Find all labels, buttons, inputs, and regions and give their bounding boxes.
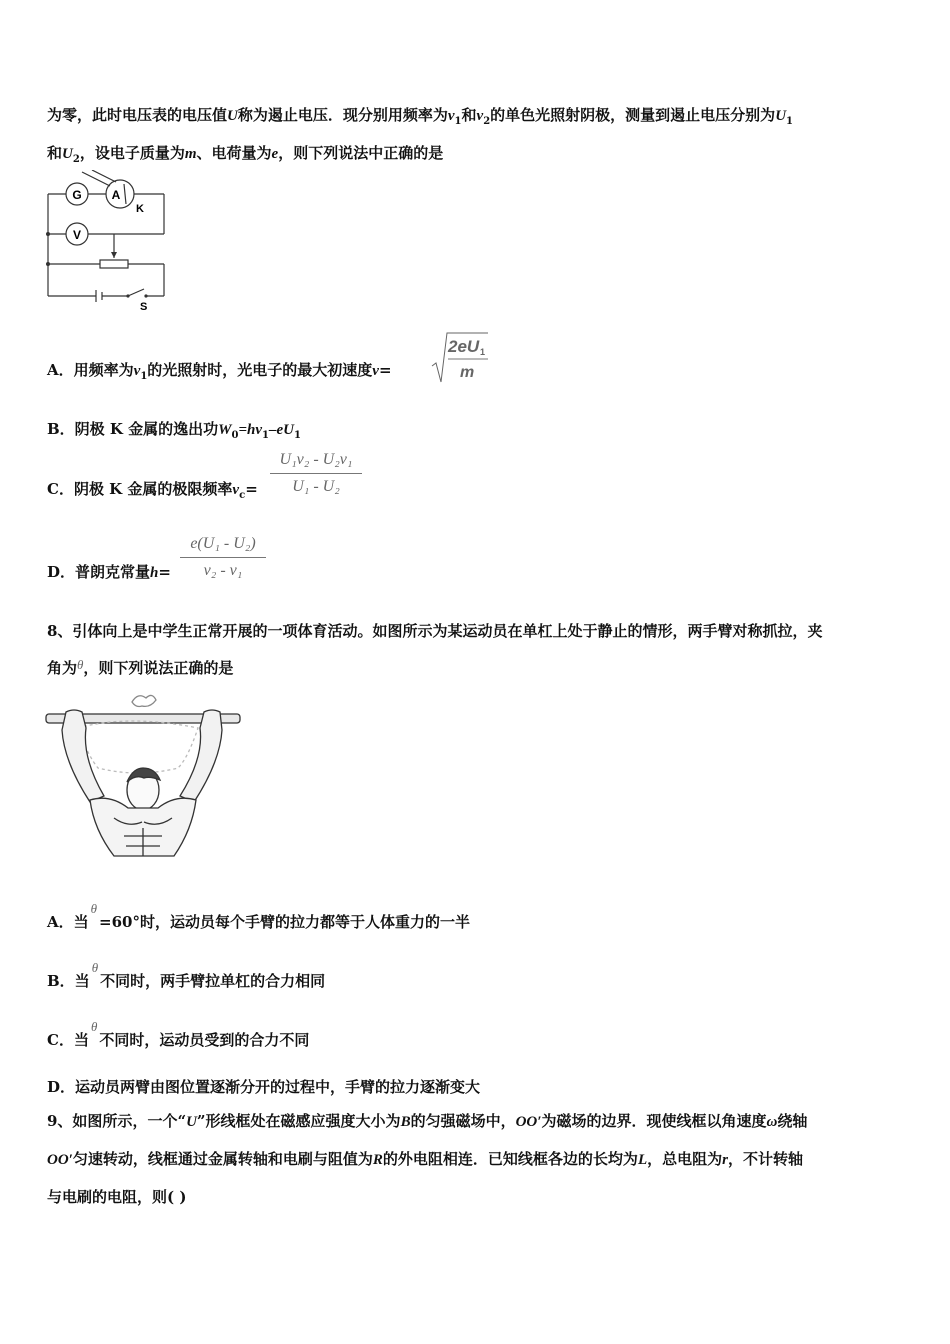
voltmeter-label: V [72, 228, 82, 242]
switch-label: S [140, 301, 148, 312]
svg-text:1: 1 [480, 347, 486, 357]
formula-c [270, 450, 362, 497]
q8-option-b: B．当θ不同时，两手臂拉单杠的合力相同 [47, 960, 326, 990]
q8-option-d: D．运动员两臂由图位置逐渐分开的过程中，手臂的拉力逐渐变大 [47, 1078, 481, 1096]
anode-label: A [111, 188, 121, 202]
formula-c-numerator: U₁ν₂ - U₂ν₁ [279, 451, 353, 468]
formula-d-denominator: ν₂ - ν₁ [203, 562, 243, 579]
athlete-on-bar-illustration [44, 688, 244, 868]
q7-option-b: B．阴极 K 金属的逸出功$W_0=hv_1-eU_1$ [47, 420, 301, 441]
q9-stem-line2: OO′匀速转动，线框通过金属转轴和电刷与阻值为R的外电阻相连．已知线框各边的长均为L，总电阻为r，不计转轴 [47, 1150, 803, 1168]
formula-c-denominator: U₁ - U₂ [292, 478, 340, 495]
q7-stem-line1: 为零，此时电压表的电压值U称为遏止电压．现分别用频率为$v_1$和$v_2$的单色光照射阴极，测量到遏止电压分别为$U_1$ [47, 106, 793, 127]
q7-option-d: D．普朗克常量h= [47, 563, 171, 581]
galvanometer-label: G [72, 188, 82, 202]
q7-stem-line2: 和$U_2$，设电子质量为m、电荷量为e，则下列说法中正确的是 [47, 144, 444, 165]
photoelectric-circuit-diagram [44, 170, 174, 312]
q8-stem-line2: 角为θ，则下列说法正确的是 [47, 657, 234, 677]
formula-d-numerator: e(U₁ - U₂) [190, 535, 256, 552]
theta-symbol: θ [77, 657, 84, 672]
var-U: U [227, 108, 238, 124]
q8-option-c: C．当θ不同时，运动员受到的合力不同 [47, 1019, 310, 1049]
q7-option-a: A．用频率为$v_1$的光照射时，光电子的最大初速度v= [47, 361, 392, 382]
sqrt-formula-a [430, 330, 490, 386]
q8-stem-line1: 8、引体向上是中学生正常开展的一项体育活动。如图所示为某运动员在单杠上处于静止的情形，两手臂对称抓拉，夹 [47, 622, 823, 640]
cathode-label: K [136, 203, 144, 215]
q7-option-c: C．阴极 K 金属的极限频率$v_c=$ [47, 480, 258, 501]
formula-d [180, 534, 266, 581]
formula-a-numerator: 2eU [448, 337, 480, 356]
q8-option-a: A．当θ=60°时，运动员每个手臂的拉力都等于人体重力的一半 [47, 901, 470, 931]
formula-a-denominator: m [460, 364, 475, 381]
q9-stem-line1: 9、如图所示，一个“U”形线框处在磁感应强度大小为B的匀强磁场中，OO′为磁场的边界．现使线框以角速度ω绕轴 [47, 1112, 808, 1130]
q9-stem-line3: 与电刷的电阻，则( ) [47, 1188, 187, 1206]
